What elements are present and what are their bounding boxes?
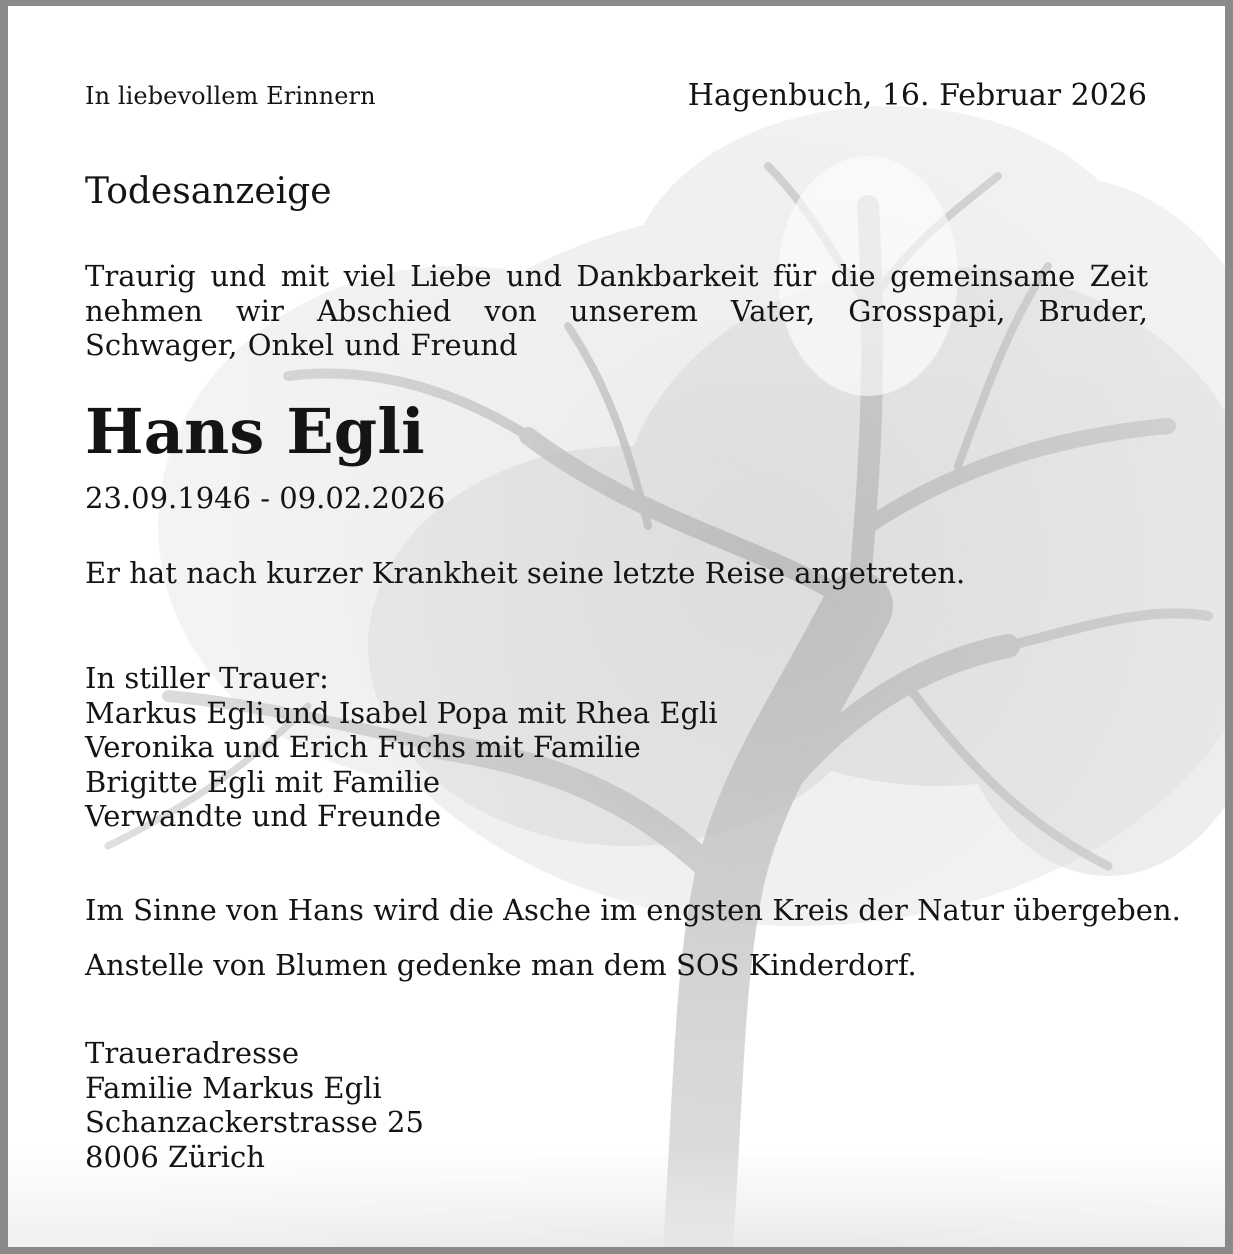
donation-note: Anstelle von Blumen gedenke man dem SOS Kinderdorf. <box>85 948 917 982</box>
address-line: 8006 Zürich <box>85 1139 265 1174</box>
intro-paragraph: Traurig und mit viel Liebe und Dankbarkeit für die gemeinsame Zeit nehmen wir Abschied von unserem Vater, Grosspapi, Bruder, Schwager, Onkel und Freund <box>85 259 1148 362</box>
address-line: Familie Markus Egli <box>85 1070 382 1105</box>
mourning-address <box>85 1036 424 1174</box>
mourners-title: In stiller Trauer: <box>85 661 329 695</box>
mourner-line: Verwandte und Freunde <box>85 799 442 834</box>
mourner-line: Veronika und Erich Fuchs mit Familie <box>85 730 641 765</box>
address-line: Schanzackerstrasse 25 <box>85 1105 424 1140</box>
life-dates: 23.09.1946 - 09.02.2026 <box>85 481 446 515</box>
mourner-line: Brigitte Egli mit Familie <box>85 764 441 799</box>
obituary-notice <box>8 6 1225 1247</box>
place-and-date: Hagenbuch, 16. Februar 2026 <box>687 78 1147 113</box>
address-title: Traueradresse <box>85 1036 300 1070</box>
deceased-name: Hans Egli <box>85 395 425 468</box>
mourner-line: Markus Egli und Isabel Popa mit Rhea Egli <box>85 695 718 730</box>
passing-message: Er hat nach kurzer Krankheit seine letzte Reise angetreten. <box>85 556 966 590</box>
ashes-note: Im Sinne von Hans wird die Asche im engsten Kreis der Natur übergeben. <box>85 893 1181 927</box>
notice-heading: Todesanzeige <box>85 171 332 212</box>
mourners-block <box>85 661 718 834</box>
memorial-header: In liebevollem Erinnern <box>85 82 376 110</box>
